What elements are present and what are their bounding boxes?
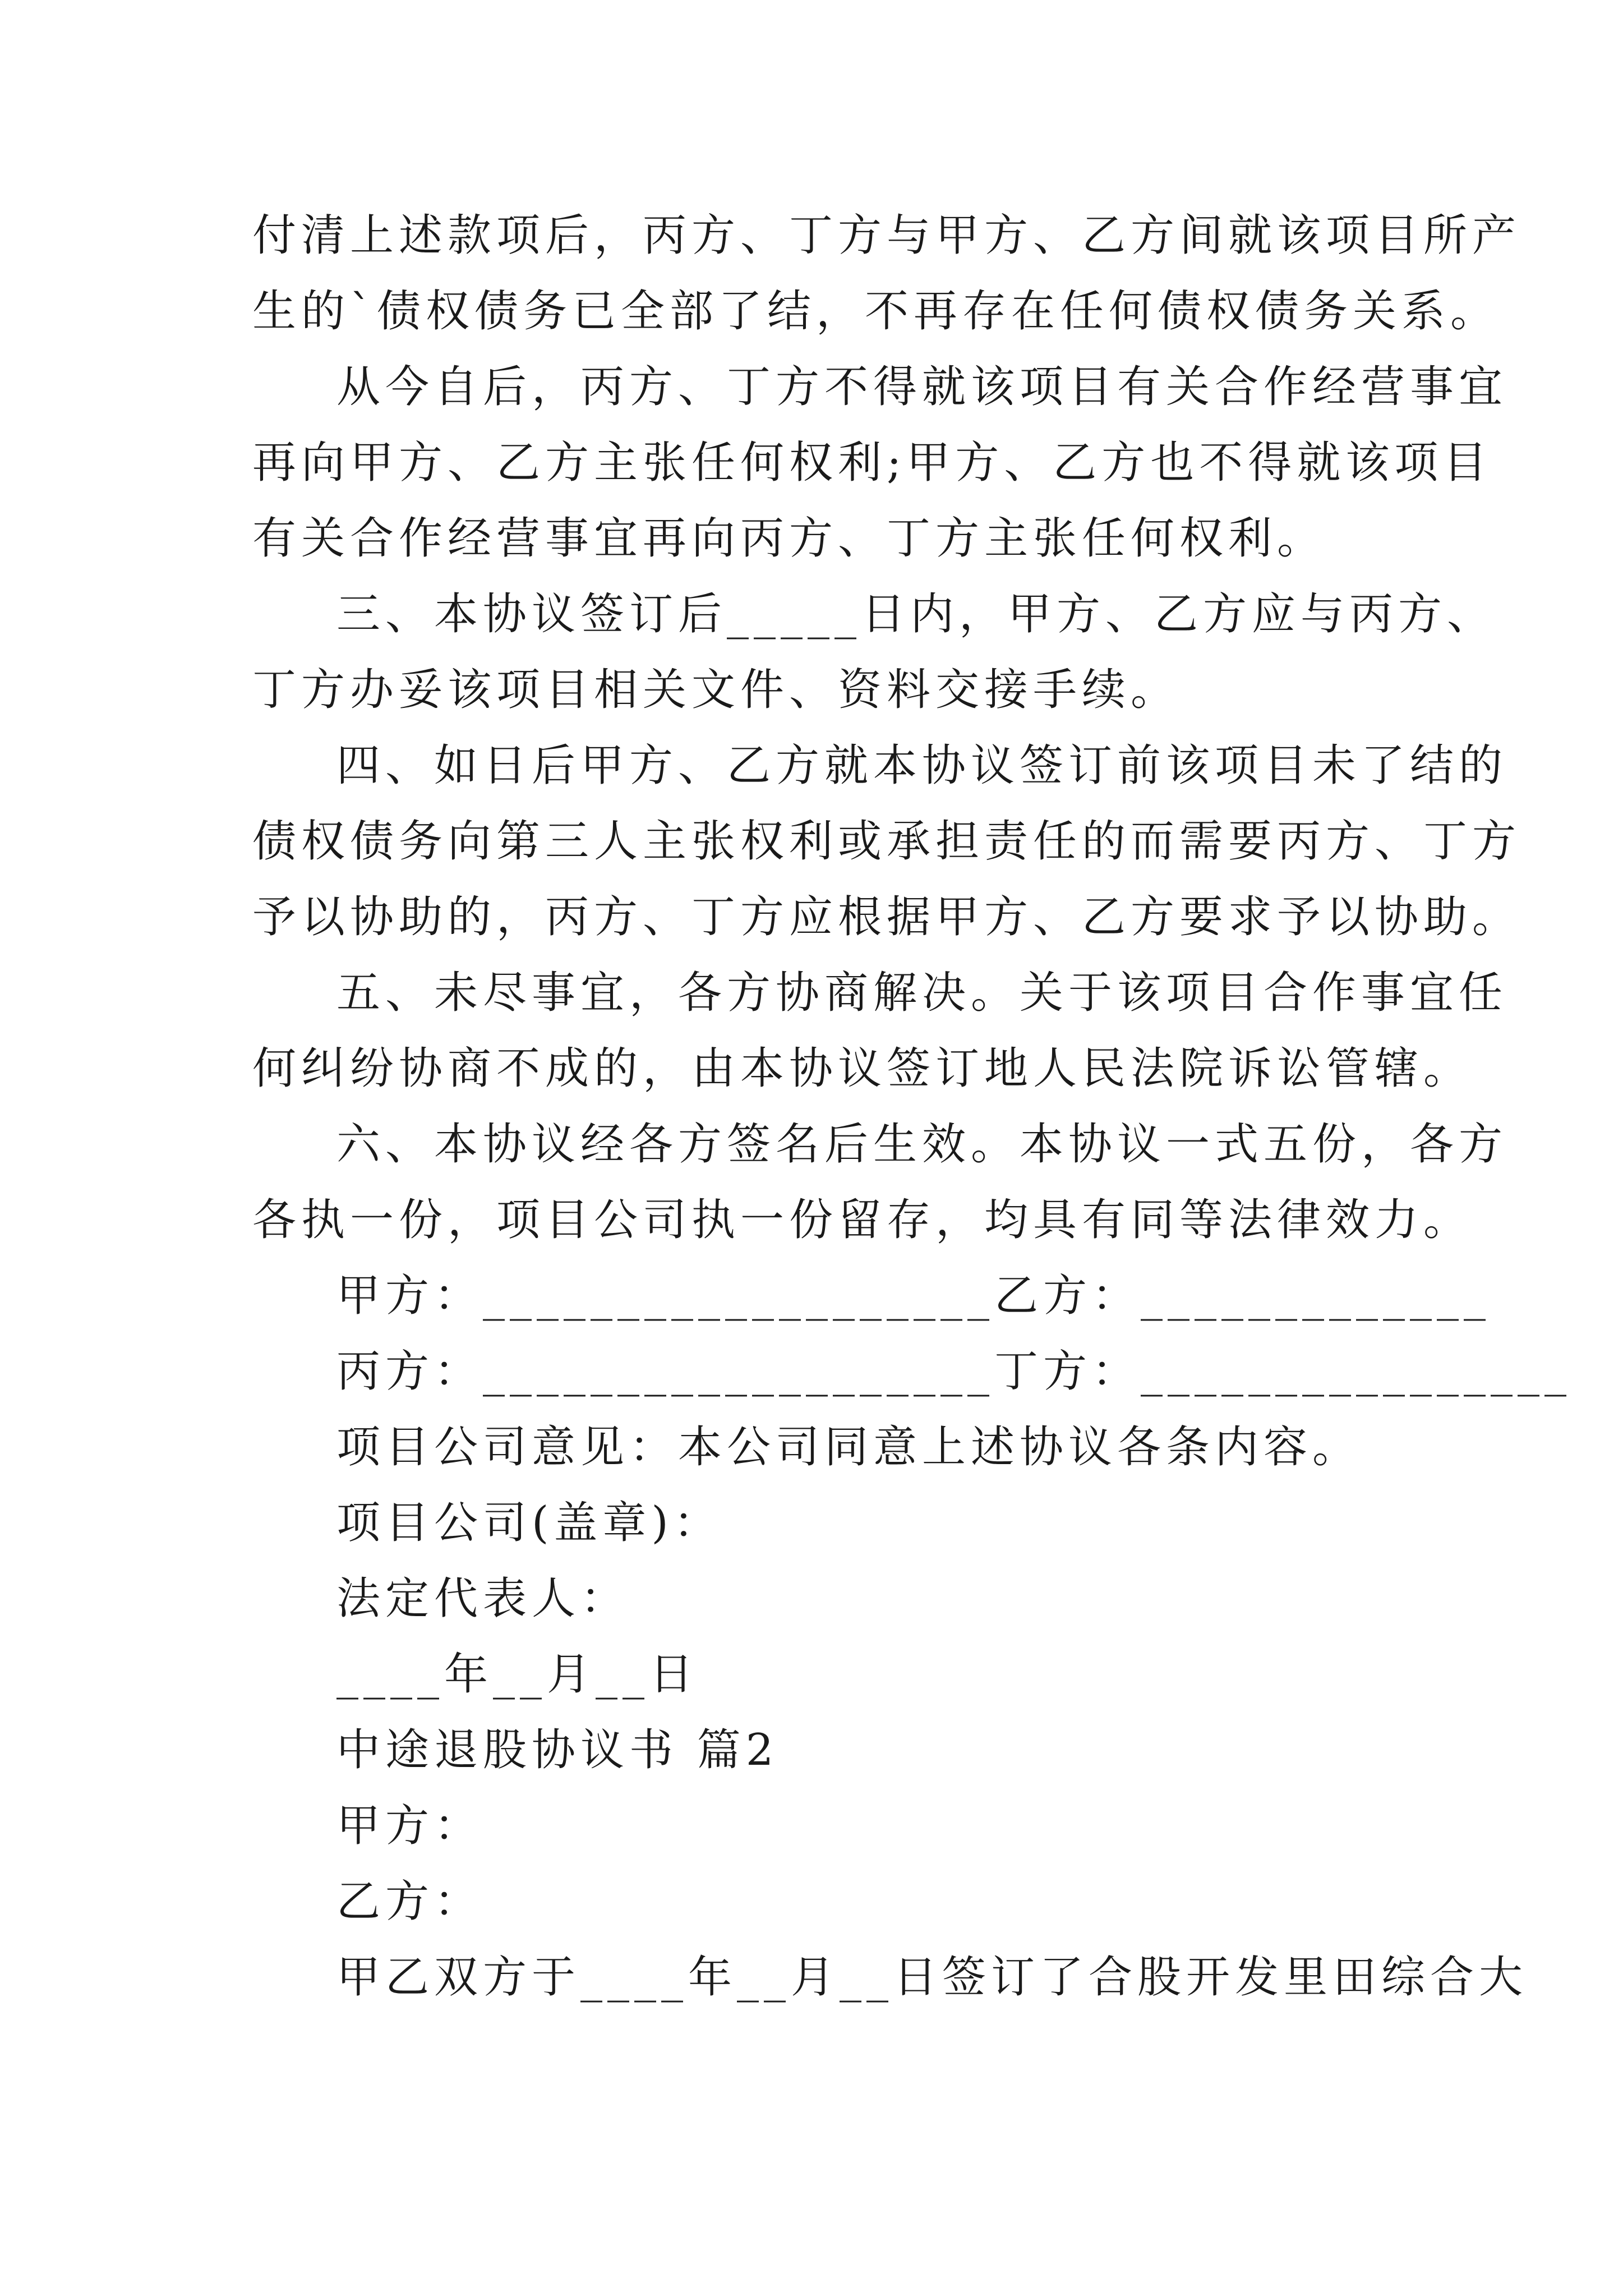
party-a-label: 甲方：	[336, 1801, 483, 1851]
text-line-12: 何纠纷协商不成的，由本协议签订地人民法院诉讼管辖。	[252, 1043, 1473, 1094]
text-line-1: 付清上述款项后，丙方、丁方与甲方、乙方间就该项目所产	[252, 210, 1521, 261]
text-line-3: 从今自后，丙方、丁方不得就该项目有关合作经营事宜	[336, 362, 1508, 412]
text-line-2: 生的`债权债务已全部了结，不再存在任何债权债务关系。	[252, 286, 1500, 337]
signature-line-jia-yi: 甲方：___________________乙方：_____________	[336, 1271, 1491, 1321]
signature-line-bing-ding: 丙方：___________________丁方：________________	[336, 1346, 1572, 1397]
text-line-8: 四、如日后甲方、乙方就本协议签订前该项目未了结的	[336, 740, 1508, 791]
text-line-7: 丁方办妥该项目相关文件、资料交接手续。	[252, 665, 1180, 715]
text-line-14: 各执一份，项目公司执一份留存，均具有同等法律效力。	[252, 1195, 1473, 1245]
section-heading: 中途退股协议书 篇2	[336, 1725, 779, 1775]
text-line-4: 再向甲方、乙方主张任何权利;甲方、乙方也不得就该项目	[252, 438, 1492, 488]
party-b-label: 乙方：	[336, 1876, 483, 1927]
date-line: ____年__月__日	[336, 1649, 699, 1700]
company-seal: 项目公司(盖章)：	[336, 1498, 722, 1548]
text-line-6: 三、本协议签订后_____日内，甲方、乙方应与丙方、	[336, 589, 1496, 639]
text-line-10: 予以协助的，丙方、丁方应根据甲方、乙方要求予以协助。	[252, 892, 1521, 942]
text-line-last: 甲乙双方于____年__月__日签订了合股开发里田综合大	[336, 1952, 1528, 2003]
text-line-13: 六、本协议经各方签名后生效。本协议一式五份，各方	[336, 1119, 1508, 1170]
company-opinion: 项目公司意见：本公司同意上述协议各条内容。	[336, 1422, 1362, 1473]
text-line-11: 五、未尽事宜，各方协商解决。关于该项目合作事宜任	[336, 968, 1508, 1018]
legal-representative: 法定代表人：	[336, 1573, 630, 1624]
text-line-9: 债权债务向第三人主张权利或承担责任的而需要丙方、丁方	[252, 816, 1521, 867]
text-line-5: 有关合作经营事宜再向丙方、丁方主张任何权利。	[252, 513, 1326, 564]
